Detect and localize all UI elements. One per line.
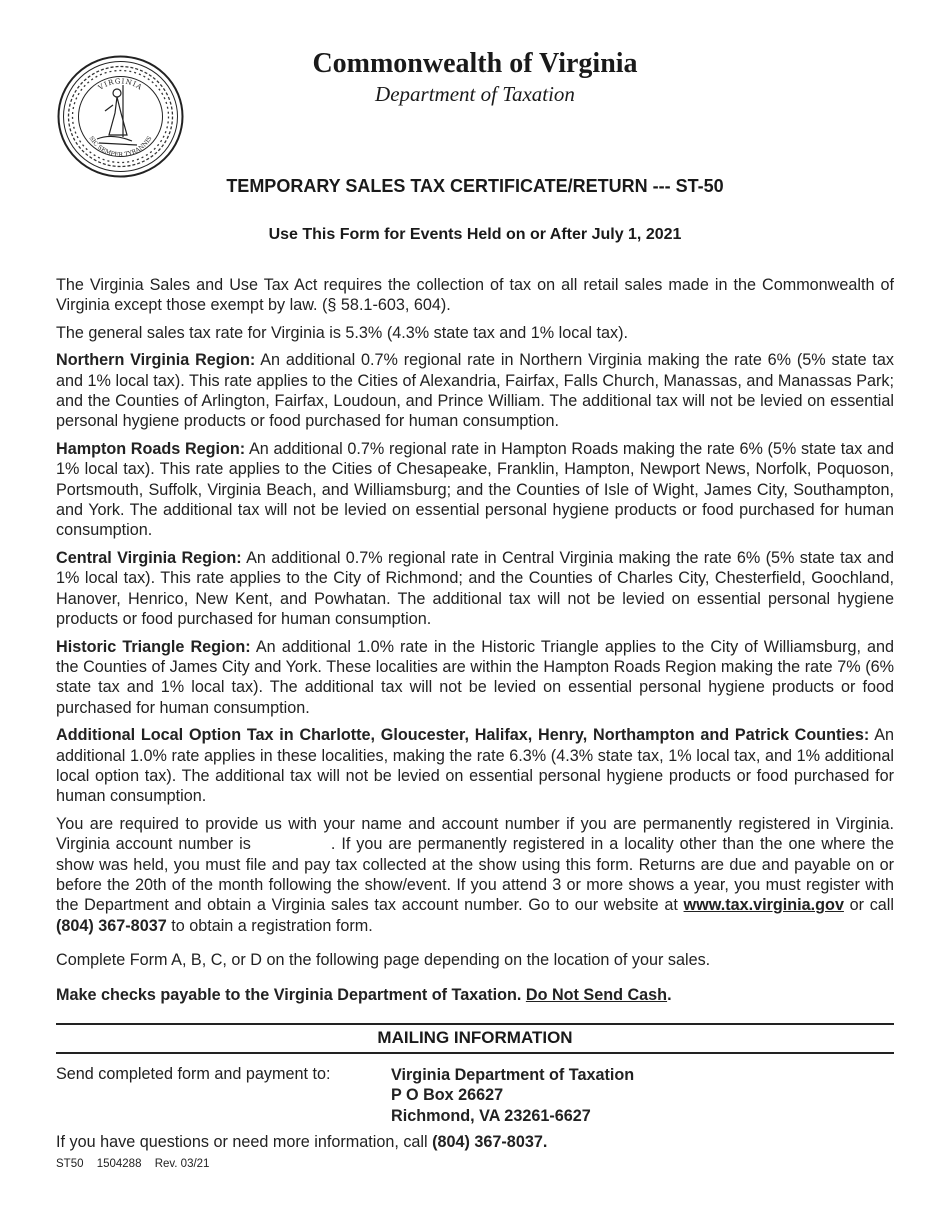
northern-virginia-text: An additional 0.7% regional rate in Northern Virginia making the rate 6% (5% state tax and 1% local tax). This rate applies to the Cities of Alexandria, Fairfax, Falls Church, Manassas, and Manassas Park; and the Counties of Arlington, Fairfax, Loudoun, and Prince William. The additional tax will not be levied on essential personal hygiene products or food purchased for human consumption. bbox=[56, 351, 894, 431]
paragraph-checks-payable bbox=[56, 985, 894, 1005]
seal-top-text: VIRGINIA bbox=[97, 77, 144, 92]
questions-line bbox=[56, 1133, 547, 1152]
mailing-rule-bottom bbox=[56, 1052, 894, 1054]
local-option-tax-label: Additional Local Option Tax in Charlotte, Gloucester, Halifax, Henry, Northampton and Patrick Counties: bbox=[56, 726, 870, 745]
form-subtitle: Use This Form for Events Held on or After July 1, 2021 bbox=[268, 226, 682, 243]
hampton-roads-label: Hampton Roads Region: bbox=[56, 439, 246, 458]
paragraph-complete-form: Complete Form A, B, C, or D on the following page depending on the location of your sales. bbox=[56, 951, 711, 970]
address-line-1: Virginia Department of Taxation bbox=[391, 1066, 635, 1084]
form-title: TEMPORARY SALES TAX CERTIFICATE/RETURN --- ST-50 bbox=[226, 176, 724, 196]
checks-payable-period: . bbox=[667, 985, 672, 1004]
paragraph-central-virginia bbox=[56, 548, 894, 630]
paragraph-northern-virginia bbox=[56, 350, 894, 432]
footer-number: 1504288 bbox=[96, 1158, 142, 1170]
seal-bottom-text: SIC SEMPER TYRANNIS bbox=[87, 135, 154, 159]
checks-payable-text: Make checks payable to the Virginia Department of Taxation. bbox=[56, 985, 526, 1004]
paragraph-local-option-tax bbox=[56, 725, 894, 807]
northern-virginia-label: Northern Virginia Region: bbox=[56, 351, 256, 370]
questions-text: If you have questions or need more information, call bbox=[56, 1133, 433, 1151]
registration-text-a: You are required to provide us with your name and account number if you are permanently registered in Virginia. Virginia account number is bbox=[56, 814, 894, 854]
instructions-body bbox=[56, 275, 894, 1012]
do-not-send-cash: Do Not Send Cash bbox=[525, 985, 668, 1004]
paragraph-historic-triangle bbox=[56, 637, 894, 719]
central-virginia-text: An additional 0.7% regional rate in Central Virginia making the rate 6% (5% state tax and 1% local tax). This rate applies to the City of Richmond; and the Counties of Charles City, Chesterfield, Goochland, Hanover, Henrico, New Kent, and Powhatan. The additional tax will not be levied on essential personal hygiene products or food purchased for human consumption. bbox=[56, 548, 895, 629]
local-option-tax-text: An additional 1.0% rate applies in these localities, making the rate 6.3% (4.3% state tax, 1% local tax, and 1% additional local option tax). The additional tax will not be levied on essential personal hygiene products or food purchased for human consumption. bbox=[56, 726, 895, 806]
agency-name: Commonwealth of Virginia bbox=[312, 48, 638, 79]
registration-text-d: to obtain a registration form. bbox=[166, 916, 373, 935]
department-name: Department of Taxation bbox=[375, 82, 575, 106]
form-footer bbox=[56, 1158, 219, 1170]
registration-text-c: or call bbox=[843, 896, 894, 915]
paragraph-hampton-roads bbox=[56, 439, 894, 541]
website-link[interactable]: www.tax.virginia.gov bbox=[683, 896, 844, 915]
address-line-2: P O Box 26627 bbox=[391, 1086, 504, 1105]
footer-form-code: ST50 bbox=[56, 1158, 84, 1170]
registration-phone: (804) 367-8037 bbox=[56, 916, 167, 935]
historic-triangle-text: An additional 1.0% rate in the Historic Triangle applies to the City of Williamsburg, and the Counties of James City and York. These localities are within the Hampton Roads Region making the rate 7% (6% state tax and 1% local tax). The additional tax will not be levied on essential personal hygiene products or food purchased for human consumption. bbox=[56, 637, 895, 717]
footer-revision: Rev. 03/21 bbox=[154, 1158, 210, 1170]
mailing-address bbox=[391, 1065, 634, 1126]
historic-triangle-label: Historic Triangle Region: bbox=[56, 637, 251, 656]
mailing-rule-top bbox=[56, 1023, 894, 1025]
send-label: Send completed form and payment to: bbox=[56, 1065, 331, 1083]
questions-phone: (804) 367-8037. bbox=[432, 1133, 548, 1151]
paragraph-tax-act: The Virginia Sales and Use Tax Act requires the collection of tax on all retail sales made in the Commonwealth of Virginia except those exempt by law. (§ 58.1-603, 604). bbox=[56, 276, 894, 315]
registration-text-b: . If you are permanently registered in a locality other than the one where the show was held, you must file and pay tax collected at the show using this form. Returns are due and payable on or before the 20th of the month following the show/event. If you attend 3 or more shows a year, you must register with the Department and obtain a Virginia sales tax account number. Go to our website at bbox=[56, 835, 894, 915]
hampton-roads-text: An additional 0.7% regional rate in Hampton Roads making the rate 6% (5% state tax and 1% local tax). This rate applies to the Cities of Chesapeake, Franklin, Hampton, Newport News, Norfolk, Poquoson, Portsmouth, Suffolk, Virginia Beach, and Williamsburg; and the Counties of Isle of Wight, James City, Southampton, and York. The additional tax will not be levied on essential personal hygiene products or food purchased for human consumption. bbox=[56, 439, 894, 540]
mailing-heading: MAILING INFORMATION bbox=[377, 1028, 573, 1047]
paragraph-registration bbox=[56, 814, 894, 936]
paragraph-general-rate: The general sales tax rate for Virginia is 5.3% (4.3% state tax and 1% local tax). bbox=[56, 323, 628, 342]
central-virginia-label: Central Virginia Region: bbox=[56, 548, 242, 567]
address-line-3: Richmond, VA 23261-6627 bbox=[391, 1106, 591, 1125]
